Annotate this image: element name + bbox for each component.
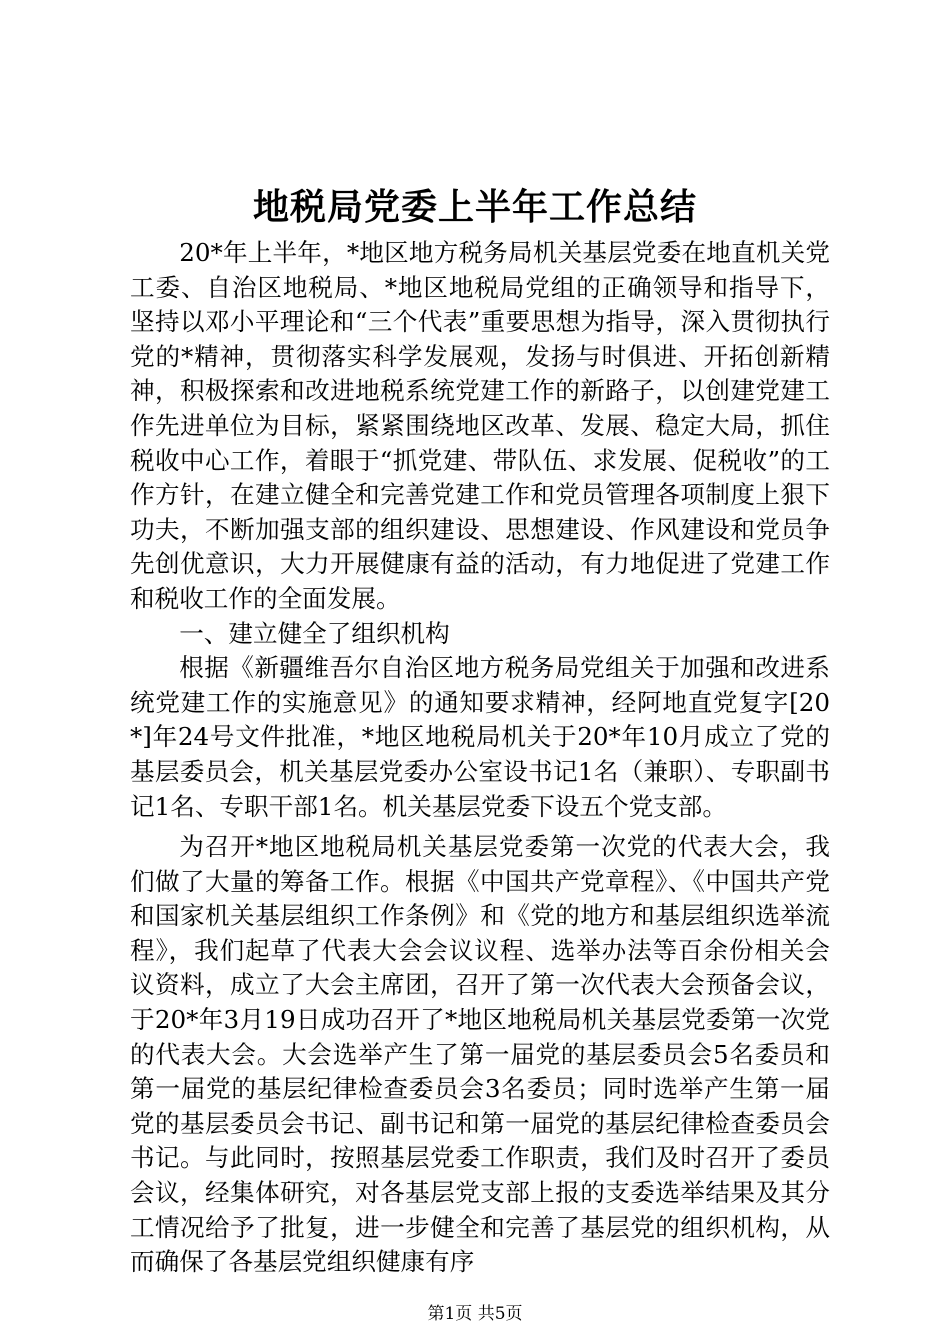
page-number: 第1页 共5页 bbox=[427, 1304, 523, 1324]
paragraph-congress: 为召开*地区地税局机关基层党委第一次党的代表大会，我们做了大量的筹备工作。根据《中国共产党章程》、《中国共产党和国家机关基层组织工作条例》和《党的地方和基层组织选举流程》，我们起草了代表大会会议议程、选举办法等百余份相关会议资料，成立了大会主席团，召开了第一次代表大会预备会议，于20*年3月19日成功召开了*地区地税局机关基层党委第一次党的代表大会。大会选举产生了第一届党的基层委员会5名委员和第一届党的基层纪律检查委员会3名委员；同时选举产生第一届党的基层委员会书记、副书记和第一届党的基层纪律检查委员会书记。与此同时，按照基层党委工作职责，我们及时召开了委员会议，经集体研究，对各基层党支部上报的支委选举结果及其分工情况给予了批复，进一步健全和完善了基层党的组织机构，从而确保了各基层党组织健康有序 bbox=[130, 832, 830, 1277]
document-title: 地税局党委上半年工作总结 bbox=[252, 186, 697, 228]
paragraph-organization: 根据《新疆维吾尔自治区地方税务局党组关于加强和改进系统党建工作的实施意见》的通知要求精神，经阿地直党复字[20*]年24号文件批准，*地区地税局机关于20*年10月成立了党的基层委员会，机关基层党委办公室设书记1名（兼职）、专职副书记1名、专职干部1名。机关基层党委下设五个党支部。 bbox=[130, 653, 830, 821]
paragraph-intro: 20*年上半年，*地区地方税务局机关基层党委在地直机关党工委、自治区地税局、*地区地税局党组的正确领导和指导下，坚持以邓小平理论和“三个代表”重要思想为指导，深入贯彻执行党的*精神，贯彻落实科学发展观，发扬与时俱进、开拓创新精神，积极探索和改进地税系统党建工作的新路子，以创建党建工作先进单位为目标，紧紧围绕地区改革、发展、稳定大局，抓住税收中心工作，着眼于“抓党建、带队伍、求发展、促税收”的工作方针，在建立健全和完善党建工作和党员管理各项制度上狠下功夫，不断加强支部的组织建设、思想建设、作风建设和党员争先创优意识，大力开展健康有益的活动，有力地促进了党建工作和税收工作的全面发展。 bbox=[130, 238, 830, 613]
section-heading: 一、建立健全了组织机构 bbox=[179, 618, 450, 648]
document-body bbox=[130, 236, 830, 1280]
